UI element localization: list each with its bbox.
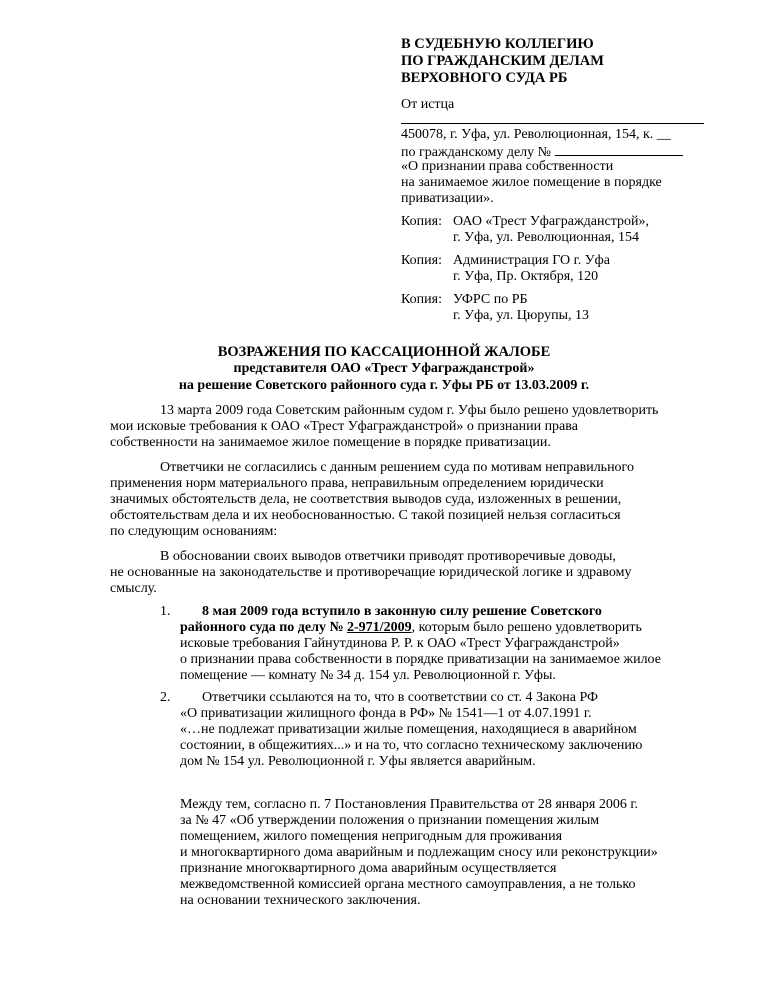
- copy-address: г. Уфа, ул. Революционная, 154: [453, 230, 639, 245]
- closing-line: признание многоквартирного дома аварийным осуществляется: [180, 861, 557, 876]
- list-item-line: «…не подлежат приватизации жилые помещения, находящиеся в аварийном: [180, 722, 637, 737]
- closing-line: межведомственной комиссией органа местного самоуправления, а не только: [180, 877, 636, 892]
- addressee-line-3: ВЕРХОВНОГО СУДА РБ: [401, 70, 568, 86]
- case-subject-line-3: приватизации».: [401, 191, 494, 206]
- copy-recipient: ОАО «Трест Уфагражданстрой»,: [453, 214, 649, 229]
- closing-line: за № 47 «Об утверждении положения о признании помещения жилым: [180, 813, 600, 828]
- list-item-line: Ответчики ссылаются на то, что в соответствии со ст. 4 Закона РФ: [202, 690, 599, 705]
- closing-line: на основании технического заключения.: [180, 893, 421, 908]
- plaintiff-name-blank: [401, 123, 704, 124]
- copy-label: Копия:: [401, 253, 442, 268]
- plaintiff-address: 450078, г. Уфа, ул. Революционная, 154, к. __: [401, 127, 671, 142]
- list-item-line: о признании права собственности в порядке приватизации на занимаемое жилое: [180, 652, 661, 667]
- case-reference-bold: [180, 620, 412, 635]
- paragraph-line: не основанные на законодательстве и противоречащие юридической логике и здравому: [110, 565, 632, 580]
- paragraph-line: 13 марта 2009 года Советским районным судом г. Уфы было решено удовлетворить: [160, 403, 659, 418]
- list-item-bold-line: 8 мая 2009 года вступило в законную силу решение Советского: [202, 604, 602, 619]
- addressee-line-2: ПО ГРАЖДАНСКИМ ДЕЛАМ: [401, 53, 604, 69]
- copy-recipient: УФРС по РБ: [453, 292, 528, 307]
- list-item-line: помещение — комнату № 34 д. 154 ул. Революционной г. Уфы.: [180, 668, 556, 683]
- paragraph-line: В обосновании своих выводов ответчики приводят противоречивые доводы,: [160, 549, 616, 564]
- case-number-blank: [555, 143, 683, 156]
- paragraph-line: применения норм материального права, неправильным определением юридически: [110, 476, 604, 491]
- paragraph-line: собственности на занимаемое жилое помещение в порядке приватизации.: [110, 435, 551, 450]
- copy-address: г. Уфа, Пр. Октября, 120: [453, 269, 599, 284]
- closing-line: Между тем, согласно п. 7 Постановления Правительства от 28 января 2006 г.: [180, 797, 639, 812]
- paragraph-line: Ответчики не согласились с данным решением суда по мотивам неправильного: [160, 460, 634, 475]
- list-item-number: 2.: [160, 690, 171, 705]
- list-item-case-line: [180, 620, 642, 636]
- list-item-line: состоянии, в общежитиях...» и на то, что согласно техническому заключению: [180, 738, 643, 753]
- case-subject-line-2: на занимаемое жилое помещение в порядке: [401, 175, 662, 190]
- document-subtitle-1: представителя ОАО «Трест Уфагражданстрой»: [233, 361, 535, 376]
- case-reference-text: районного суда по делу № 2-971/2009: [180, 620, 412, 635]
- case-subject-line-1: «О признании права собственности: [401, 159, 614, 174]
- paragraph-line: по следующим основаниям:: [110, 524, 278, 539]
- document-subtitle-2: на решение Советского районного суда г. Уфы РБ от 13.03.2009 г.: [178, 378, 590, 393]
- copy-recipient: Администрация ГО г. Уфа: [453, 253, 610, 268]
- case-number-underlined: 2-971/2009: [347, 620, 412, 635]
- addressee-line-1: В СУДЕБНУЮ КОЛЛЕГИЮ: [401, 36, 594, 52]
- case-reference-rest: , которым было решено удовлетворить: [411, 620, 642, 635]
- closing-line: помещением, жилого помещения непригодным для проживания: [180, 829, 563, 844]
- list-item-line: дом № 154 ул. Революционной г. Уфы является аварийным.: [180, 754, 536, 769]
- list-item-number: 1.: [160, 604, 171, 619]
- paragraph-line: обстоятельствам дела и их необоснованностью. С такой позицией нельзя согласиться: [110, 508, 621, 523]
- case-number-prefix: по гражданскому делу №: [401, 145, 552, 160]
- paragraph-line: мои исковые требования к ОАО «Трест Уфагражданстрой» о признании права: [110, 419, 578, 434]
- copy-address: г. Уфа, ул. Цюрупы, 13: [453, 308, 590, 323]
- copy-label: Копия:: [401, 214, 442, 229]
- list-item-line: исковые требования Гайнутдинова Р. Р. к ОАО «Трест Уфагражданстрой»: [180, 636, 620, 651]
- closing-line: и многоквартирного дома аварийным и подлежащим сносу или реконструкции»: [180, 845, 658, 860]
- paragraph-line: значимых обстоятельств дела, не соответствия выводов суда, изложенных в решении,: [110, 492, 622, 507]
- list-item-line: «О приватизации жилищного фонда в РФ» № 1541—1 от 4.07.1991 г.: [180, 706, 592, 721]
- copy-label: Копия:: [401, 292, 442, 307]
- paragraph-line: смыслу.: [110, 581, 157, 596]
- document-title: ВОЗРАЖЕНИЯ ПО КАССАЦИОННОЙ ЖАЛОБЕ: [217, 344, 551, 360]
- plaintiff-from: От истца: [401, 97, 455, 112]
